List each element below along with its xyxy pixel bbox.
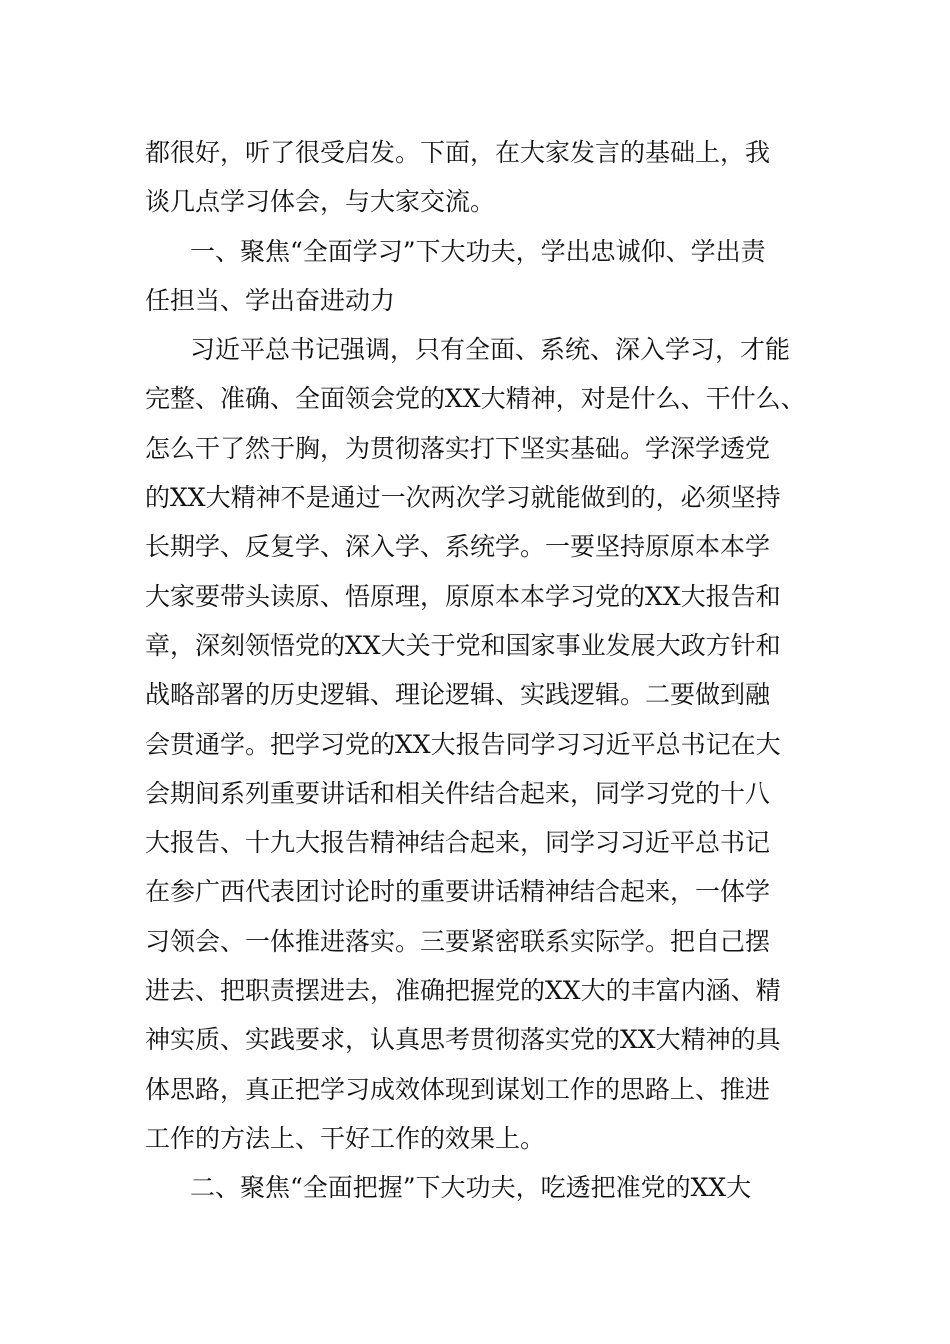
text-line: 会贯通学。把学习党的XX大报告同学习习近平总书记在大 bbox=[145, 729, 781, 759]
text-line: 都很好，听了很受启发。下面，在大家发言的基础上，我 bbox=[145, 138, 771, 167]
text-line: 战略部署的历史逻辑、理论逻辑、实践逻辑。二要做到融 bbox=[145, 680, 771, 710]
text-line: 大家要带头读原、悟原理，原原本本学习党的XX大报告和 bbox=[145, 581, 781, 611]
text-line: 习领会、一体推进落实。三要紧密联系实际学。把自己摆 bbox=[145, 926, 771, 956]
text-line: 完整、准确、全面领会党的XX大精神，对是什么、干什么、 bbox=[145, 384, 806, 414]
text-line: 的XX大精神不是通过一次两次学习就能做到的，必须坚持 bbox=[145, 483, 781, 513]
text-line: 会期间系列重要讲话和相关件结合起来，同学习党的十八 bbox=[145, 778, 771, 808]
section-heading-1: 一、聚焦“全面学习”下大功夫，学出忠诚仰、学出责 bbox=[190, 236, 766, 266]
text-line: 体思路，真正把学习成效体现到谋划工作的思路上、推进 bbox=[145, 1074, 771, 1104]
text-line: 大报告、十九大报告精神结合起来，同学习习近平总书记 bbox=[145, 828, 771, 858]
text-line: 章，深刻领悟党的XX大关于党和国家事业发展大政方针和 bbox=[145, 630, 781, 660]
paragraph-start: 习近平总书记强调，只有全面、系统、深入学习，才能 bbox=[190, 335, 791, 365]
text-line: 怎么干了然于胸，为贯彻落实打下坚实基础。学深学透党 bbox=[145, 433, 771, 463]
text-line: 谈几点学习体会，与大家交流。 bbox=[145, 187, 496, 217]
text-line: 在参广西代表团讨论时的重要讲话精神结合起来，一体学 bbox=[145, 877, 771, 907]
section-heading-1-cont: 任担当、学出奋进动力 bbox=[145, 285, 396, 315]
section-heading-2: 二、聚焦“全面把握”下大功夫，吃透把准党的XX大 bbox=[190, 1173, 752, 1203]
text-line: 神实质、实践要求，认真思考贯彻落实党的XX大精神的具 bbox=[145, 1025, 781, 1055]
document-body bbox=[145, 128, 825, 1213]
text-line: 工作的方法上、干好工作的效果上。 bbox=[145, 1123, 546, 1153]
text-line: 长期学、反复学、深入学、系统学。一要坚持原原本本学 bbox=[145, 532, 771, 562]
text-line: 进去、把职责摆进去，准确把握党的XX大的丰富内涵、精 bbox=[145, 976, 781, 1006]
